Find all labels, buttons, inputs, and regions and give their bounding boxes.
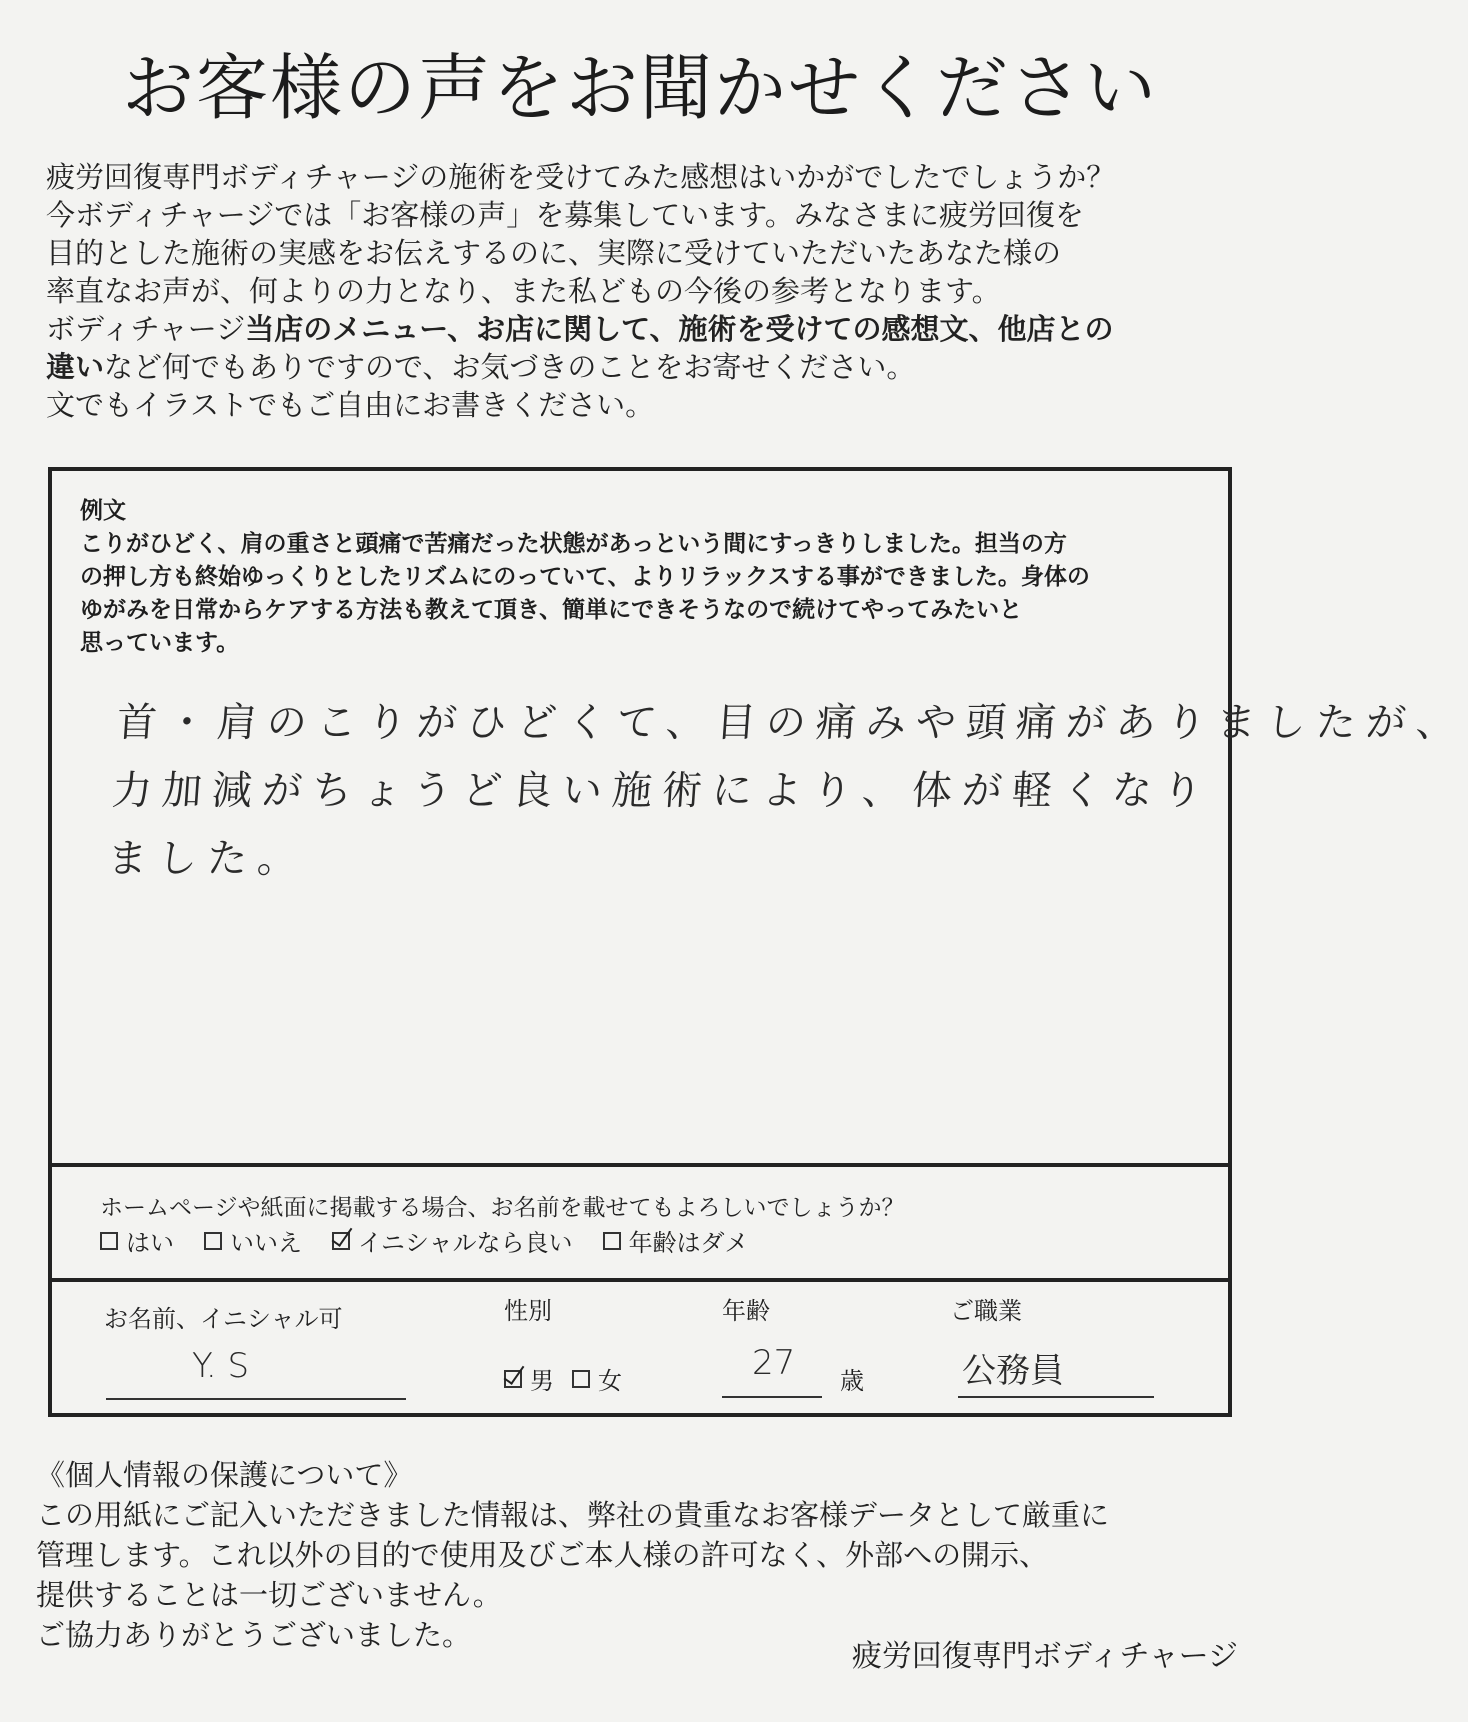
consent-option-no[interactable] — [204, 1223, 302, 1258]
name-value[interactable]: Y. S — [192, 1346, 250, 1386]
gender-male[interactable] — [504, 1361, 554, 1396]
intro-line: 目的とした施術の実感をお伝えするのに、実際に受けていただいたあなた様の — [46, 236, 1062, 270]
example-line: の押し方も終始ゆっくりとしたリズムにのっていて、よりリラックスする事ができました。身体の — [80, 564, 1090, 590]
age-unit: 歳 — [840, 1367, 864, 1395]
comment-line: ました。 — [105, 836, 309, 882]
option-label: いいえ — [230, 1229, 302, 1257]
intro-bold-text: 当店のメニュー、お店に関して、施術を受けての感想文、他店との — [245, 312, 1114, 346]
intro-line: 疲労回復専門ボディチャージの施術を受けてみた感想はいかがでしたでしょうか？ — [46, 160, 1116, 194]
divider — [52, 1278, 1228, 1282]
intro-line: 文でもイラストでもご自由にお書きください。 — [46, 388, 655, 422]
privacy-heading: 《個人情報の保護について》 — [36, 1458, 413, 1492]
gender-label: 性別 — [504, 1297, 552, 1325]
checkbox-checked[interactable] — [332, 1232, 350, 1250]
job-value[interactable]: 公務員 — [962, 1351, 1064, 1391]
option-label: はい — [126, 1229, 174, 1257]
gender-options — [504, 1361, 622, 1396]
age-label: 年齢 — [722, 1297, 770, 1325]
gender-male-label: 男 — [530, 1367, 554, 1395]
intro-text — [46, 158, 1256, 424]
age-value[interactable]: 27 — [752, 1343, 796, 1383]
age-underline — [722, 1396, 822, 1398]
intro-text-part: など何でもありですので、お気づきのことをお寄せください。 — [104, 350, 916, 384]
privacy-line: この用紙にご記入いただきました情報は、弊社の貴重なお客様データとして厳重に — [36, 1498, 1110, 1532]
consent-question: ホームページや紙面に掲載する場合、お名前を載せてもよろしいでしょうか？ — [100, 1195, 905, 1221]
privacy-line: 管理します。これ以外の目的で使用及びご本人様の許可なく、外部への開示、 — [36, 1538, 1049, 1572]
option-label: 年齢はダメ — [628, 1229, 749, 1257]
checkbox[interactable] — [100, 1232, 118, 1250]
example-line: 思っています。 — [80, 630, 240, 656]
intro-bold-text: 違い — [46, 350, 105, 384]
checkbox-checked[interactable] — [504, 1370, 522, 1388]
privacy-line: 提供することは一切ございません。 — [36, 1578, 502, 1612]
intro-text-part: ボディチャージ — [46, 312, 246, 346]
checkbox[interactable] — [572, 1370, 590, 1388]
consent-option-no-age[interactable] — [603, 1223, 749, 1258]
example-text — [80, 495, 1210, 660]
name-underline — [106, 1398, 406, 1400]
checkbox[interactable] — [603, 1232, 621, 1250]
privacy-line: ご協力ありがとうございました。 — [36, 1618, 472, 1652]
divider — [52, 1163, 1228, 1167]
intro-line — [46, 348, 1256, 386]
handwritten-comment[interactable] — [105, 689, 1468, 893]
consent-option-yes[interactable] — [100, 1223, 174, 1258]
consent-option-initials[interactable] — [332, 1223, 573, 1258]
name-label: お名前、イニシャル可 — [104, 1305, 343, 1333]
comment-line: 首・肩のこりがひどくて、目の痛みや頭痛がありましたが、 — [115, 700, 1468, 746]
intro-line: 今ボディチャージでは「お客様の声」を募集しています。みなさまに疲労回復を — [46, 198, 1084, 232]
checkbox[interactable] — [204, 1232, 222, 1250]
consent-options — [100, 1223, 749, 1258]
job-underline — [958, 1396, 1154, 1398]
job-label: ご職業 — [950, 1297, 1022, 1325]
example-heading: 例文 — [80, 498, 126, 524]
example-line: ゆがみを日常からケアする方法も教えて頂き、簡単にできそうなので続けてやってみたいと — [80, 597, 1023, 623]
example-line: こりがひどく、肩の重さと頭痛で苦痛だった状態があっという間にすっきりしました。担当の方 — [80, 531, 1067, 557]
intro-line — [46, 310, 1256, 348]
intro-line: 率直なお声が、何よりの力となり、また私どもの今後の参考となります。 — [46, 274, 1001, 308]
gender-female[interactable] — [572, 1361, 622, 1396]
option-label: イニシャルなら良い — [358, 1229, 573, 1257]
feedback-form — [48, 467, 1468, 1417]
brand-name: 疲労回復専門ボディチャージ — [851, 1639, 1238, 1674]
page-title: お客様の声をお聞かせください — [121, 46, 1158, 130]
comment-line: 力加減がちょうど良い施術により、体が軽くなり — [110, 768, 1214, 814]
gender-female-label: 女 — [598, 1367, 622, 1395]
privacy-notice — [36, 1455, 1256, 1655]
